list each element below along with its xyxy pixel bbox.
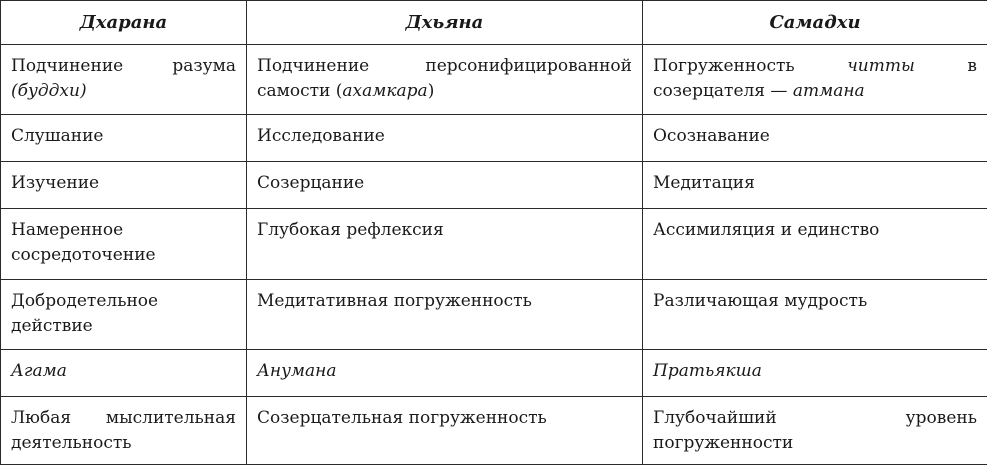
cell-dharana bbox=[1, 209, 247, 280]
table-row bbox=[1, 350, 987, 397]
cell-dhyana: Созерцательная погруженность bbox=[247, 397, 643, 465]
cell-line: действие bbox=[11, 316, 93, 336]
cell-line bbox=[11, 54, 236, 79]
header-dhyana: Дхьяна bbox=[247, 1, 643, 45]
cell-line bbox=[653, 79, 977, 104]
cell-samadhi: Медитация bbox=[643, 162, 987, 209]
cell-dhyana bbox=[247, 45, 643, 115]
header-samadhi: Самадхи bbox=[643, 1, 987, 45]
table-row bbox=[1, 397, 987, 465]
cell-dharana: Изучение bbox=[1, 162, 247, 209]
cell-dharana bbox=[1, 280, 247, 350]
cell-line bbox=[257, 79, 632, 104]
cell-line: Намеренное bbox=[11, 220, 124, 240]
cell-line: деятельность bbox=[11, 433, 132, 453]
cell-text: ) bbox=[427, 81, 435, 101]
cell-text: в bbox=[967, 56, 977, 76]
header-row bbox=[1, 1, 987, 45]
cell-text: ахамкара bbox=[342, 81, 428, 101]
cell-line: сосредоточение bbox=[11, 245, 156, 265]
cell-text: Подчинение bbox=[257, 56, 370, 76]
cell-samadhi: Пратьякша bbox=[643, 350, 987, 397]
cell-dharana bbox=[1, 45, 247, 115]
cell-samadhi: Различающая мудрость bbox=[643, 280, 987, 350]
cell-dharana: Агама bbox=[1, 350, 247, 397]
cell-dharana: Слушание bbox=[1, 115, 247, 162]
cell-line: Добродетельное bbox=[11, 291, 159, 311]
table-row bbox=[1, 162, 987, 209]
cell-dhyana: Исследование bbox=[247, 115, 643, 162]
cell-dhyana: Медитативная погруженность bbox=[247, 280, 643, 350]
cell-text: Любая bbox=[11, 408, 72, 428]
cell-text: уровень bbox=[905, 408, 977, 428]
cell-samadhi bbox=[643, 397, 987, 465]
cell-line: погруженности bbox=[653, 433, 794, 453]
cell-samadhi: Осознавание bbox=[643, 115, 987, 162]
cell-samadhi: Ассимиляция и единство bbox=[643, 209, 987, 280]
cell-line bbox=[257, 54, 632, 79]
cell-text: атмана bbox=[792, 81, 865, 101]
cell-text: (буддхи) bbox=[11, 81, 87, 101]
cell-dhyana: Анумана bbox=[247, 350, 643, 397]
cell-text: читты bbox=[847, 56, 915, 76]
header-dharana: Дхарана bbox=[1, 1, 247, 45]
cell-dhyana: Созерцание bbox=[247, 162, 643, 209]
cell-text: созерцателя — bbox=[653, 81, 793, 101]
cell-text: Глубочайший bbox=[653, 408, 777, 428]
table-row bbox=[1, 280, 987, 350]
cell-line bbox=[11, 406, 236, 431]
cell-line bbox=[653, 54, 977, 79]
cell-text: самости ( bbox=[257, 81, 343, 101]
cell-dhyana: Глубокая рефлексия bbox=[247, 209, 643, 280]
table-row bbox=[1, 45, 987, 115]
cell-text: персонифицированной bbox=[425, 56, 632, 76]
cell-text: мыслительная bbox=[105, 408, 236, 428]
table-row bbox=[1, 115, 987, 162]
table-row bbox=[1, 209, 987, 280]
cell-line bbox=[11, 79, 236, 104]
cell-text: разума bbox=[172, 56, 236, 76]
cell-text: Подчинение bbox=[11, 56, 124, 76]
cell-text: Погруженность bbox=[653, 56, 795, 76]
cell-line bbox=[653, 406, 977, 431]
cell-samadhi bbox=[643, 45, 987, 115]
cell-dharana bbox=[1, 397, 247, 465]
